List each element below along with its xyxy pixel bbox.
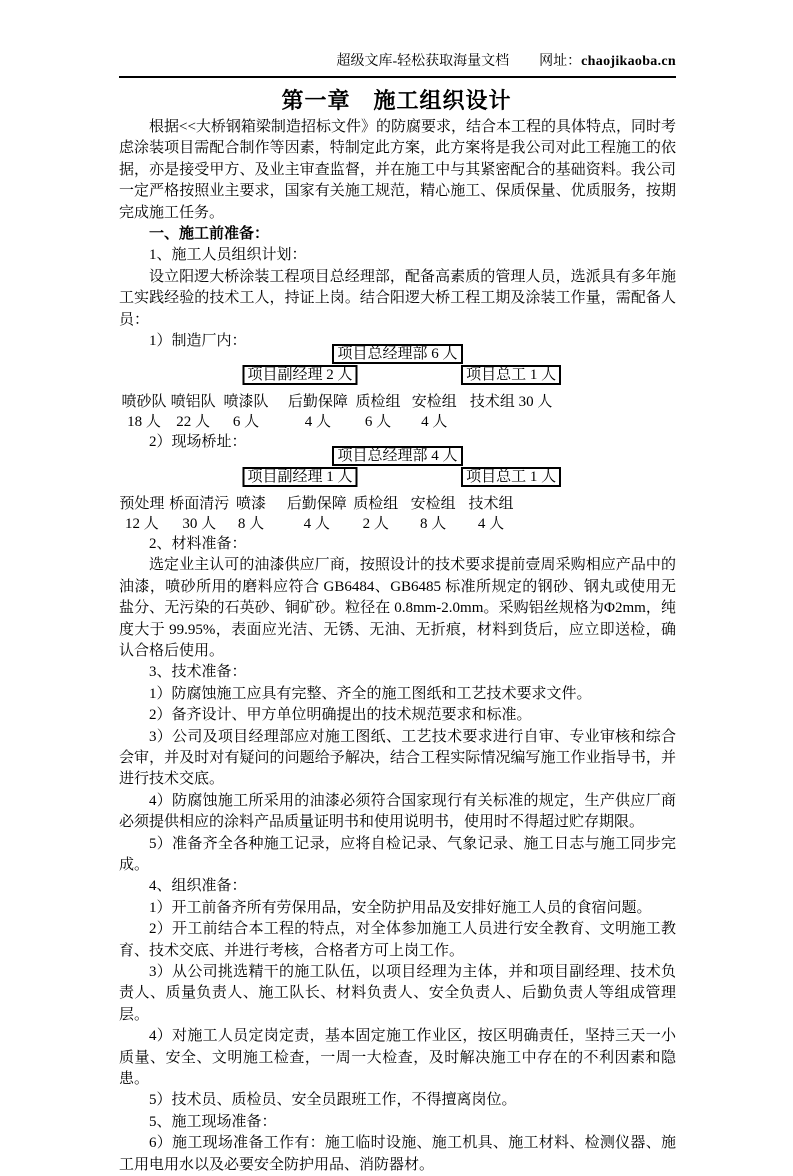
list-item-tech-2: 2）备齐设计、甲方单位明确提出的技术规范要求和标准。 bbox=[149, 707, 532, 724]
org-column: 喷漆队 6 人 bbox=[223, 394, 269, 431]
list-item-org-5: 5）技术员、质检员、安全员跟班工作，不得擅离岗位。 bbox=[149, 1092, 517, 1109]
org-chart-factory bbox=[119, 344, 676, 432]
org-column: 技术组 4 人 bbox=[468, 495, 514, 532]
org-column: 桥面清污 30 人 bbox=[169, 495, 230, 532]
document-body bbox=[119, 117, 676, 1176]
list-item-site-6: 6）施工现场准备工作有：施工临时设施、施工机具、施工材料、检测仪器、施工用电用水以及必要安全防护用品、消防器材。 bbox=[119, 1135, 676, 1173]
org-column: 喷漆 8 人 bbox=[235, 495, 267, 532]
org-box-general-manager-dept: 项目总经理部 6 人 bbox=[332, 344, 462, 364]
list-item-org-4: 4）对施工人员定岗定责，基本固定施工作业区，按区明确责任，坚持三天一小质量、安全、文明施工检查，一周一大检查，及时解决施工中存在的不利因素和隐患。 bbox=[119, 1028, 676, 1088]
heading-org-prep: 4、组织准备： bbox=[149, 878, 247, 895]
org-column: 喷铝队 22 人 bbox=[170, 394, 216, 431]
org-column: 安检组 8 人 bbox=[410, 495, 456, 532]
list-item-tech-5: 5）准备齐全各种施工记录，应将自检记录、气象记录、施工日志与施工同步完成。 bbox=[119, 835, 676, 873]
page-header bbox=[119, 52, 676, 78]
heading-staff-plan: 1、施工人员组织计划： bbox=[149, 247, 307, 264]
list-item-tech-3: 3）公司及项目经理部应对施工图纸、工艺技术要求进行自审、专业审核和综合会审，并及时对有疑问的问题给予解决，结合工程实际情况编写施工作业指导书，并进行技术交底。 bbox=[119, 728, 676, 788]
org-box-deputy-manager: 项目副经理 2 人 bbox=[243, 365, 358, 385]
org-column: 预处理 12 人 bbox=[119, 495, 165, 532]
paragraph-material: 选定业主认可的油漆供应厂商，按照设计的技术要求提前壹周采购相应产品中的油漆，喷砂所用的磨料应符合 GB6484、GB6485 标准所规定的钢砂、钢丸或使用无盐分、无污染的石英砂、铜矿砂。粒径在 0.8mm-2.0mm。采购铝丝规格为Φ2mm，纯度大于 99.95%，表面应光洁、无锈、无油、无折痕，材料到货后，应立即送检，确认合格后使用。 bbox=[119, 557, 676, 659]
org-box-chief-engineer: 项目总工 1 人 bbox=[461, 467, 561, 487]
label-factory: 1）制造厂内： bbox=[149, 333, 247, 350]
org-column: 安检组 4 人 bbox=[411, 394, 457, 431]
header-url: chaojikaoba.cn bbox=[581, 54, 676, 69]
org-column: 质检组 6 人 bbox=[355, 394, 401, 431]
heading-pre-construction: 一、施工前准备： bbox=[149, 226, 270, 243]
org-chart-top-row bbox=[119, 446, 676, 467]
org-box-general-manager-dept: 项目总经理部 4 人 bbox=[332, 446, 462, 466]
header-site-label: 超级文库-轻松获取海量文档 bbox=[336, 54, 510, 69]
page-title: 第一章 施工组织设计 bbox=[281, 88, 512, 113]
org-chart-bridge-site bbox=[119, 446, 676, 534]
org-chart-columns bbox=[119, 494, 676, 534]
list-item-org-1: 1）开工前备齐所有劳保用品，安全防护用品及安排好施工人员的食宿问题。 bbox=[149, 899, 652, 916]
list-item-tech-1: 1）防腐蚀施工应具有完整、齐全的施工图纸和工艺技术要求文件。 bbox=[149, 685, 592, 702]
paragraph-staff-plan: 设立阳逻大桥涂装工程项目总经理部，配备高素质的管理人员，选派具有多年施工实践经验的技术工人，持证上岗。结合阳逻大桥工程工期及涂装工作量，需配备人员： bbox=[119, 268, 676, 328]
list-item-org-2: 2）开工前结合本工程的特点，对全体参加施工人员进行安全教育、文明施工教育、技术交底、并进行考核，合格者方可上岗工作。 bbox=[119, 921, 676, 959]
org-box-chief-engineer: 项目总工 1 人 bbox=[461, 365, 561, 385]
list-item-org-3: 3）从公司挑选精干的施工队伍，以项目经理为主体，并和项目副经理、技术负责人、质量负责人、施工队长、材料负责人、安全负责人、后勤负责人等组成管理层。 bbox=[119, 964, 676, 1023]
org-column: 后勤保障 4 人 bbox=[287, 394, 348, 431]
org-column: 后勤保障 4 人 bbox=[286, 495, 347, 532]
org-chart-mid-row bbox=[119, 467, 676, 489]
heading-site-prep: 5、施工现场准备： bbox=[149, 1113, 277, 1130]
org-column: 技术组 30 人 bbox=[469, 394, 553, 411]
org-chart-mid-row bbox=[119, 365, 676, 387]
org-chart-top-row bbox=[119, 344, 676, 365]
list-item-tech-4: 4）防腐蚀施工所采用的油漆必须符合国家现行有关标准的规定，生产供应厂商必须提供相应的涂料产品质量证明书和使用说明书，使用时不得超过贮存期限。 bbox=[119, 792, 676, 831]
header-url-label: 网址： bbox=[539, 54, 582, 69]
paragraph-intro: 根据<<大桥钢箱梁制造招标文件》的防腐要求，结合本工程的具体特点，同时考虑涂装项目需配合制作等因素，特制定此方案，此方案将是我公司对此工程施工的依据，亦是接受甲方、及业主审查监督，并在施工中与其紧密配合的基础资料。我公司一定严格按照业主要求，国家有关施工规范，精心施工、保质保量、优质服务，按期完成施工任务。 bbox=[119, 119, 676, 221]
org-column: 质检组 2 人 bbox=[353, 495, 399, 532]
org-box-deputy-manager: 项目副经理 1 人 bbox=[243, 467, 358, 487]
label-bridge-site: 2）现场桥址： bbox=[149, 434, 247, 451]
heading-material-prep: 2、材料准备： bbox=[149, 535, 247, 552]
heading-tech-prep: 3、技术准备： bbox=[149, 664, 247, 681]
org-column: 喷砂队 18 人 bbox=[121, 394, 167, 431]
org-chart-columns bbox=[119, 392, 676, 432]
